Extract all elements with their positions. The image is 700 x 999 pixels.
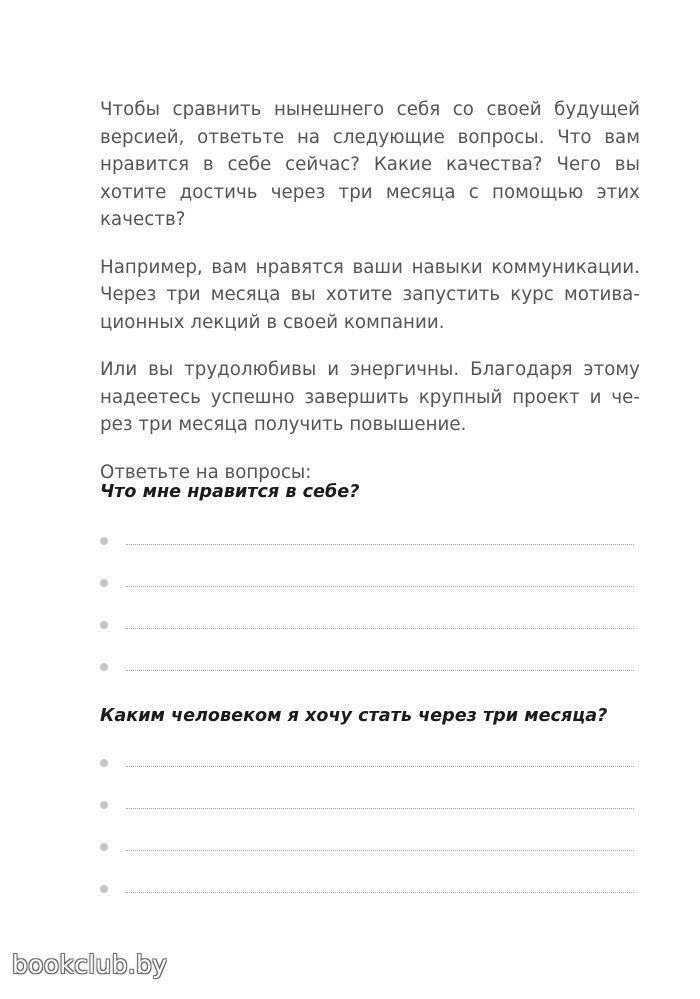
paragraph-intro bbox=[100, 96, 640, 234]
dotted-line bbox=[126, 808, 634, 809]
dotted-line bbox=[126, 850, 634, 851]
bullet-icon bbox=[100, 663, 108, 671]
page-content bbox=[100, 96, 640, 726]
answer-line[interactable] bbox=[100, 574, 634, 594]
text-line: версией, ответьте на следующие вопросы. Что вам bbox=[100, 126, 640, 148]
answer-line[interactable] bbox=[100, 532, 634, 552]
answer-line[interactable] bbox=[100, 796, 634, 816]
dotted-line bbox=[126, 586, 634, 587]
answer-line[interactable] bbox=[100, 754, 634, 774]
text-line: рез три месяца получить повышение. bbox=[100, 414, 467, 435]
text-line: качеств? bbox=[100, 209, 186, 230]
text-line: Или вы трудолюбивы и энергичны. Благодаря этому bbox=[100, 359, 640, 380]
bullet-icon bbox=[100, 759, 108, 767]
bullet-icon bbox=[100, 801, 108, 809]
bullet-icon bbox=[100, 537, 108, 545]
watermark: bookclub.by bbox=[12, 950, 168, 979]
answer-line[interactable] bbox=[100, 838, 634, 858]
paragraph-example bbox=[100, 254, 640, 337]
answer-line[interactable] bbox=[100, 880, 634, 900]
paragraph-alternative bbox=[100, 356, 640, 439]
dotted-line bbox=[126, 544, 634, 545]
answer-line[interactable] bbox=[100, 658, 634, 678]
section-heading-future-self: Каким человеком я хочу стать через три месяца? bbox=[100, 706, 608, 726]
text-line: Через три месяца вы хотите запустить курс мотива- bbox=[100, 284, 640, 305]
text-line: хотите достичь через три месяца с помощью этих bbox=[100, 181, 640, 203]
section-heading-likes: Что мне нравится в себе? bbox=[100, 482, 360, 502]
text-line: нравится в себе сейчас? Какие качества? Чего вы bbox=[100, 154, 640, 175]
answer-line[interactable] bbox=[100, 616, 634, 636]
answer-prompt: Ответьте на вопросы: bbox=[100, 461, 312, 483]
text-line: ционных лекций в своей компании. bbox=[100, 311, 445, 333]
bullet-icon bbox=[100, 579, 108, 587]
dotted-line bbox=[126, 766, 634, 767]
text-line: Чтобы сравнить нынешнего себя со своей будущей bbox=[100, 99, 640, 120]
bullet-icon bbox=[100, 621, 108, 629]
text-line: надеетесь успешно завершить крупный проект и че- bbox=[100, 386, 640, 408]
text-line: Например, вам нравятся ваши навыки коммуникации. bbox=[100, 256, 640, 278]
bullet-icon bbox=[100, 885, 108, 893]
dotted-line bbox=[126, 892, 634, 893]
dotted-line bbox=[126, 628, 634, 629]
bullet-icon bbox=[100, 843, 108, 851]
dotted-line bbox=[126, 670, 634, 671]
